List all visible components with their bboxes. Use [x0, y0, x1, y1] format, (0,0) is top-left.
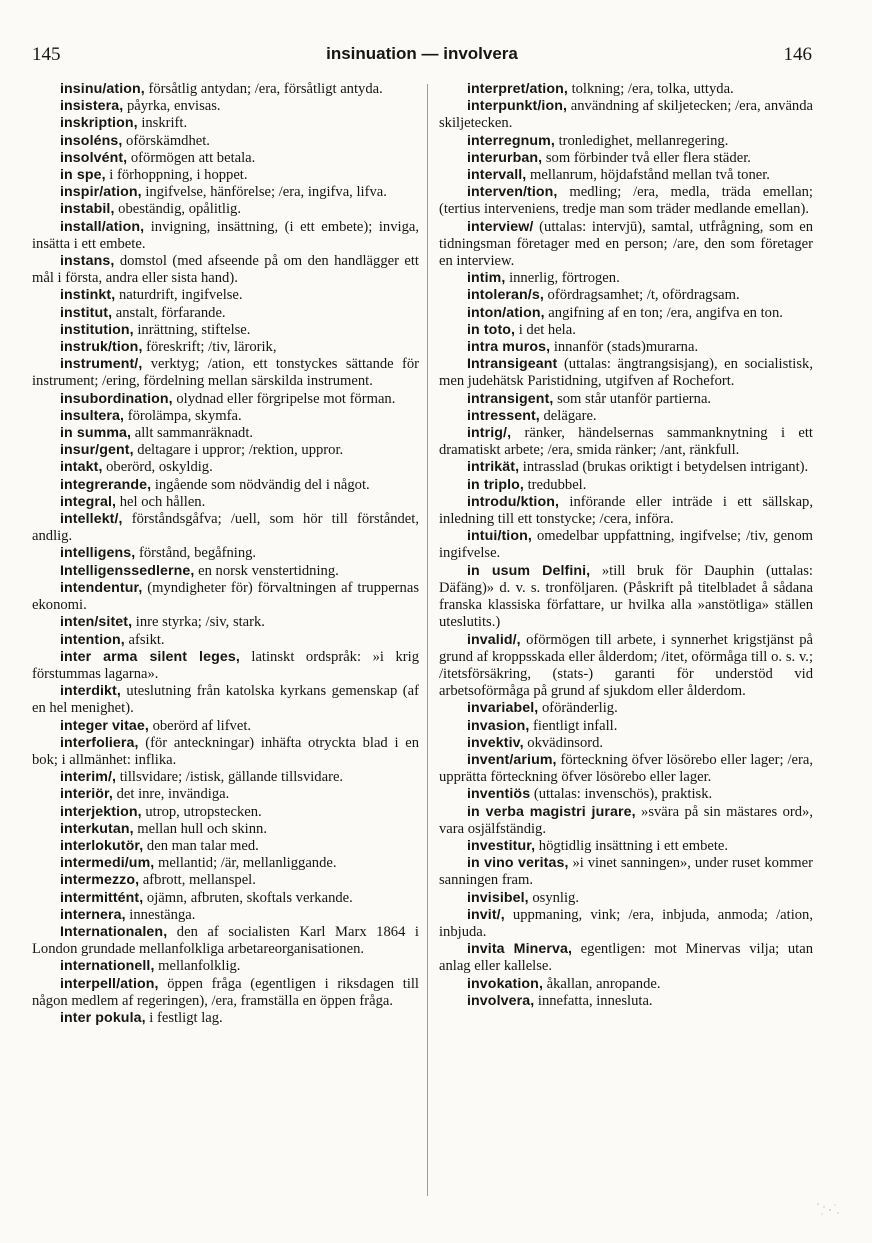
dictionary-entry [439, 184, 813, 218]
dictionary-entry [439, 459, 813, 476]
dictionary-entry [32, 150, 419, 167]
page-header [32, 44, 812, 70]
entry-definition: ojämn, afbruten, skoftals verkande. [143, 889, 353, 906]
dictionary-entry [439, 735, 813, 752]
dictionary-entry [439, 907, 813, 941]
dictionary-entry [32, 133, 419, 150]
entry-definition: ingående som nödvändig del i något. [151, 476, 370, 493]
entry-definition: utrop, utropstecken. [141, 803, 262, 820]
entry-headword: inten/sitet, [60, 614, 133, 631]
dictionary-entry [32, 890, 419, 907]
dictionary-entry [32, 649, 419, 683]
dictionary-entry [439, 477, 813, 494]
entry-headword: intermedi/um, [60, 855, 155, 872]
entry-headword: integral, [60, 493, 117, 510]
dictionary-entry [439, 305, 813, 322]
dictionary-entry [439, 528, 813, 562]
entry-headword: insoléns, [60, 132, 123, 149]
entry-definition: »i vinet sanningen», under ruset kommer sanningen fram. [439, 855, 813, 889]
entry-definition: (myndigheter för) förvaltningen af truppernas ekonomi. [32, 579, 419, 614]
entry-headword: institution, [60, 321, 134, 338]
entry-definition: i förhoppning, i hoppet. [105, 167, 248, 184]
dictionary-entry [439, 391, 813, 408]
entry-definition: deltagare i uppror; /rektion, uppror. [133, 442, 344, 459]
dictionary-entry [32, 459, 419, 476]
entry-headword: invisibel, [467, 889, 529, 906]
dictionary-entry [32, 632, 419, 649]
entry-definition: oförmögen att betala. [127, 149, 256, 166]
entry-headword: interdikt, [60, 683, 121, 700]
dictionary-entry [32, 442, 419, 459]
entry-definition: afbrott, mellanspel. [139, 872, 256, 889]
entry-headword: intention, [60, 631, 125, 648]
dictionary-entry [439, 81, 813, 98]
entry-headword: invalid/, [467, 631, 521, 648]
entry-definition: uteslutning från katolska kyrkans gemenskap (af en hel menighet). [32, 683, 419, 717]
entry-definition: osynlig. [528, 889, 579, 906]
entry-headword: invit/, [467, 906, 505, 923]
dictionary-entry [32, 683, 419, 717]
entry-definition: egentligen: mot Minervas vilja; utan anlag eller kallelse. [439, 941, 813, 975]
entry-headword: insur/gent, [60, 442, 134, 459]
dictionary-entry [32, 838, 419, 855]
entry-headword: interview/ [467, 218, 534, 235]
dictionary-entry [439, 941, 813, 975]
entry-headword: insinu/ation, [60, 81, 145, 97]
entry-headword: intelligens, [60, 545, 136, 562]
entry-definition: tredubbel. [523, 476, 587, 493]
dictionary-entry [32, 115, 419, 132]
dictionary-entry [439, 804, 813, 838]
dictionary-entry [32, 305, 419, 322]
dictionary-entry [439, 322, 813, 339]
entry-definition: intrasslad (brukas oriktigt i betydelsen intrigant). [519, 459, 809, 476]
entry-definition: omedelbar uppfattning, ingifvelse; /tiv, genom ingifvelse. [439, 528, 813, 562]
entry-headword: intrig/, [467, 425, 512, 442]
entry-headword: introdu/ktion, [467, 493, 560, 510]
entry-headword: intra muros, [467, 339, 551, 356]
entry-headword: instinkt, [60, 287, 116, 304]
entry-definition: inre styrka; /siv, stark. [132, 614, 265, 631]
dictionary-entry [32, 201, 419, 218]
entry-headword: in spe, [60, 167, 106, 184]
entry-headword: intoleran/s, [467, 287, 544, 304]
entry-definition: okvädinsord. [523, 734, 604, 751]
entry-definition: ingifvelse, hänförelse; /era, ingifva, lifva. [141, 184, 387, 201]
entry-definition: inrättning, stiftelse. [133, 321, 251, 338]
entry-definition: anstalt, förfarande. [112, 304, 226, 321]
entry-definition: i festligt lag. [145, 1009, 223, 1026]
entry-definition: innerlig, förtrogen. [505, 270, 620, 287]
dictionary-entry [439, 98, 813, 132]
entry-definition: (uttalas: ängtrangsisjang), en socialistisk, men judehätsk Paristidning, utgifven af Rochefort. [439, 356, 813, 390]
entry-headword: in triplo, [467, 476, 524, 493]
dictionary-entry [32, 287, 419, 304]
entry-definition: angifning af en ton; /era, angifva en ton. [544, 304, 783, 321]
entry-definition: innefatta, innesluta. [534, 992, 653, 1009]
entry-headword: intermezzo, [60, 872, 140, 889]
entry-definition: obeständig, opålitlig. [114, 201, 241, 218]
entry-definition: förteckning öfver lösörebo eller lager; /era, upprätta förteckning öfver lösörebo eller lager. [439, 751, 813, 786]
dictionary-entry [32, 545, 419, 562]
entry-headword: instans, [60, 253, 115, 270]
entry-headword: interim/, [60, 769, 117, 786]
dictionary-entry [32, 511, 419, 545]
entry-definition: öppen fråga (egentligen i riksdagen till någon medlem af regeringen), /era, framställa en öppen fråga. [32, 975, 419, 1009]
dictionary-entry [32, 477, 419, 494]
entry-headword: install/ation, [60, 218, 145, 235]
entry-headword: intendentur, [60, 579, 143, 596]
entry-headword: Intelligenssedlerne, [60, 562, 195, 579]
dictionary-entry [439, 632, 813, 701]
entry-headword: instruk/tion, [60, 339, 143, 356]
entry-headword: in vino veritas, [467, 855, 569, 872]
entry-headword: interkutan, [60, 820, 134, 837]
dictionary-entry [32, 253, 419, 287]
entry-headword: intressent, [467, 407, 540, 424]
column-divider [427, 84, 428, 1196]
dictionary-entry [439, 287, 813, 304]
entry-definition: mellanrum, höjdafstånd mellan två toner. [526, 167, 770, 184]
entry-headword: Internationalen, [60, 923, 168, 940]
page-number-right: 146 [783, 44, 812, 65]
dictionary-entry [439, 976, 813, 993]
entry-definition: verktyg; /ation, ett tonstyckes sättande för instrument; /ering, fördelning mellan särskilda instrument. [32, 356, 419, 390]
entry-definition: förolämpa, skymfa. [124, 407, 242, 424]
entry-headword: invita Minerva, [467, 941, 573, 958]
entry-definition: som står utanför partierna. [553, 390, 712, 407]
entry-headword: invasion, [467, 717, 530, 734]
dictionary-entry [32, 769, 419, 786]
dictionary-entry [32, 356, 419, 390]
dictionary-entry [32, 614, 419, 631]
dictionary-entry [32, 855, 419, 872]
left-column [32, 81, 419, 1201]
entry-headword: interiör, [60, 786, 113, 803]
dictionary-entry [32, 391, 419, 408]
dictionary-entry [32, 786, 419, 803]
entry-headword: in usum Delfini, [467, 562, 591, 579]
dictionary-entry [32, 821, 419, 838]
entry-definition: mellantid; /är, mellanliggande. [154, 855, 337, 872]
entry-definition: delägare. [539, 407, 597, 424]
entry-definition: domstol (med afseende på om den handlägger ett mål i första, andra eller sista hand). [32, 253, 419, 287]
entry-definition: användning af skiljetecken; /era, använda skiljetecken. [439, 98, 813, 132]
dictionary-entry [32, 425, 419, 442]
dictionary-entry [439, 425, 813, 459]
running-title: insinuation — involvera [326, 44, 518, 63]
entry-headword: involvera, [467, 992, 535, 1009]
entry-definition: mellanfolklig. [154, 958, 241, 975]
entry-headword: interurban, [467, 149, 543, 166]
entry-definition: påyrka, envisas. [123, 98, 221, 115]
dictionary-entry [439, 752, 813, 786]
entry-definition: i det hela. [515, 321, 576, 338]
dictionary-entry [32, 81, 419, 98]
entry-headword: institut, [60, 304, 113, 321]
entry-definition: innestänga. [125, 906, 196, 923]
entry-definition: förstånd, begåfning. [135, 545, 257, 562]
dictionary-entry [439, 133, 813, 150]
entry-headword: integer vitae, [60, 717, 149, 734]
entry-definition: »till bruk för Dauphin (uttalas: Däfäng)» d. v. s. tronföljaren. (Påskrift på titelbladet å sådana franska klassiska författare, ur hvilka alla »anstötliga» ställen uteslutits.) [439, 562, 813, 631]
dictionary-entry [32, 580, 419, 614]
entry-definition: som förbinder två eller flera städer. [542, 149, 751, 166]
entry-definition: ofördragsamhet; /t, ofördragsam. [543, 287, 740, 304]
entry-headword: intakt, [60, 459, 103, 476]
dictionary-entry [32, 98, 419, 115]
entry-definition: det inre, invändiga. [112, 786, 230, 803]
entry-headword: insolvént, [60, 149, 128, 166]
entry-definition: innanför (stads)murarna. [550, 339, 699, 356]
entry-definition: oförmögen till arbete, i synnerhet krigstjänst på grund af kroppsskada eller ålderdom; /itet, oförmåga till o. s. v.; /itetsförsäkring, (stats-) garanti för understöd vid arbetsoförmåga på grund af sjukdom eller ålderdom. [439, 631, 813, 700]
dictionary-entry [439, 219, 813, 271]
entry-headword: interpell/ation, [60, 975, 159, 992]
entry-headword: intransigent, [467, 390, 554, 407]
dictionary-entry [439, 494, 813, 528]
dictionary-entry [32, 219, 419, 253]
dictionary-entry [32, 408, 419, 425]
entry-definition: försåtlig antydan; /era, försåtligt antyda. [144, 81, 383, 97]
entry-definition: allt sammanräknadt. [131, 425, 254, 442]
entry-headword: instrument/, [60, 356, 143, 373]
entry-headword: interpret/ation, [467, 81, 568, 97]
entry-definition: afsikt. [124, 631, 165, 648]
entry-headword: intui/tion, [467, 528, 532, 545]
dictionary-entry [32, 322, 419, 339]
entry-definition: (uttalas: intervjū), samtal, utfrågning, som en tidningsman företager med en person; /are, den som företager en interview. [439, 218, 813, 270]
entry-definition: (uttalas: invenschös), praktisk. [530, 786, 713, 803]
entry-headword: interfoliera, [60, 734, 139, 751]
entry-headword: integrerande, [60, 476, 152, 493]
entry-definition: naturdrift, ingifvelse. [115, 287, 243, 304]
entry-headword: interven/tion, [467, 184, 558, 201]
entry-headword: insubordination, [60, 390, 173, 407]
entry-headword: in verba magistri jurare, [467, 803, 636, 820]
entry-headword: insistera, [60, 98, 124, 115]
entry-definition: uppmaning, vink; /era, inbjuda, anmoda; /ation, inbjuda. [439, 906, 813, 940]
entry-definition: medling; /era, medla, träda emellan; (tertius interveniens, tredje man som träder medlande emellan). [439, 184, 813, 218]
entry-definition: olydnad eller förgripelse mot förman. [172, 390, 396, 407]
dictionary-entry [32, 958, 419, 975]
entry-definition: (för anteckningar) inhäfta otryckta blad i en bok; i allmänhet: inflika. [32, 734, 419, 768]
entry-definition: »svära på sin mästares ord», vara osjälfständig. [439, 803, 813, 837]
entry-headword: interjektion, [60, 803, 142, 820]
entry-definition: oberörd, oskyldig. [102, 459, 213, 476]
entry-headword: intim, [467, 270, 506, 287]
dictionary-entry [439, 339, 813, 356]
entry-headword: inter arma silent leges, [60, 648, 240, 665]
dictionary-entry [32, 184, 419, 201]
entry-definition: latinskt ordspråk: »i krig förstummas lagarna». [32, 648, 419, 682]
entry-definition: införande eller inträde i ett sällskap, inledning till ett tonstycke; /cera, införa. [439, 493, 813, 528]
dictionary-entry [32, 563, 419, 580]
entry-headword: in summa, [60, 425, 132, 442]
entry-headword: intermittént, [60, 889, 144, 906]
entry-headword: invariabel, [467, 700, 539, 717]
dictionary-entry [439, 150, 813, 167]
entry-headword: internera, [60, 906, 126, 923]
entry-definition: fientligt infall. [529, 717, 618, 734]
entry-headword: intellekt/, [60, 511, 123, 528]
dictionary-entry [439, 890, 813, 907]
entry-headword: interregnum, [467, 132, 555, 149]
dictionary-entry [439, 356, 813, 390]
dictionary-entry [32, 735, 419, 769]
entry-definition: hel och hållen. [116, 493, 206, 510]
entry-headword: intrikät, [467, 459, 520, 476]
entry-headword: instabil, [60, 201, 115, 218]
dictionary-entry [439, 855, 813, 889]
entry-headword: interlokutör, [60, 837, 144, 854]
dictionary-entry [32, 976, 419, 1010]
entry-headword: invent/arium, [467, 751, 557, 768]
dictionary-entry [32, 907, 419, 924]
dictionary-entry [32, 339, 419, 356]
entry-headword: investitur, [467, 837, 536, 854]
dictionary-entry [439, 563, 813, 632]
dictionary-entry [32, 924, 419, 958]
entry-headword: insultera, [60, 407, 125, 424]
dictionary-entry [32, 167, 419, 184]
entry-definition: tronledighet, mellanregering. [554, 132, 729, 149]
entry-headword: interpunkt/ion, [467, 98, 568, 115]
entry-definition: mellan hull och skinn. [133, 820, 267, 837]
entry-definition: oberörd af lifvet. [148, 717, 252, 734]
entry-definition: oförskämdhet. [122, 132, 210, 149]
entry-definition: inskrift. [137, 115, 188, 132]
entry-headword: inspir/ation, [60, 184, 142, 201]
dictionary-entry [439, 167, 813, 184]
dictionary-entry [32, 1010, 419, 1027]
dictionary-entry [439, 786, 813, 803]
entry-headword: inventiös [467, 786, 531, 803]
entry-definition: en norsk venstertidning. [194, 562, 339, 579]
entry-definition: ränker, händelsernas sammanknytning i ett dramatiskt arbete; /era, smida ränker; /ant, ränkfull. [439, 425, 813, 459]
entry-definition: invigning, insättning, (i ett embete); inviga, insätta i ett embete. [32, 218, 419, 252]
dictionary-entry [439, 838, 813, 855]
dictionary-entry [439, 270, 813, 287]
dictionary-entry [439, 993, 813, 1010]
entry-headword: Intransigeant [467, 356, 558, 373]
entry-headword: inskription, [60, 115, 138, 132]
dictionary-entry [439, 408, 813, 425]
entry-definition: högtidlig insättning i ett embete. [535, 837, 729, 854]
entry-definition: föreskrift; /tiv, lärorik, [142, 339, 277, 356]
entry-definition: tolkning; /era, tolka, uttyda. [567, 81, 734, 97]
entry-headword: internationell, [60, 958, 155, 975]
dictionary-entry [439, 718, 813, 735]
entry-definition: åkallan, anropande. [543, 975, 661, 992]
paper-speck-mark [814, 1198, 842, 1218]
entry-headword: inton/ation, [467, 304, 545, 321]
entry-definition: oföränderlig. [538, 700, 618, 717]
dictionary-entry [32, 804, 419, 821]
entry-headword: invektiv, [467, 734, 524, 751]
entry-definition: förståndsgåfva; /uell, som hör till förståndet, andlig. [32, 511, 419, 545]
page-number-left: 145 [32, 44, 61, 65]
right-column [439, 81, 813, 1201]
dictionary-entry [32, 494, 419, 511]
dictionary-entry [32, 718, 419, 735]
entry-headword: invokation, [467, 975, 543, 992]
entry-definition: den man talar med. [143, 837, 259, 854]
entry-definition: den af socialisten Karl Marx 1864 i London grundade mellanfolkliga arbetareorganisationen. [32, 923, 419, 958]
entry-headword: intervall, [467, 167, 527, 184]
entry-headword: in toto, [467, 321, 516, 338]
dictionary-entry [439, 700, 813, 717]
entry-definition: tillsvidare; /istisk, gällande tillsvidare. [116, 769, 344, 786]
dictionary-entry [32, 872, 419, 889]
entry-headword: inter pokula, [60, 1009, 146, 1026]
